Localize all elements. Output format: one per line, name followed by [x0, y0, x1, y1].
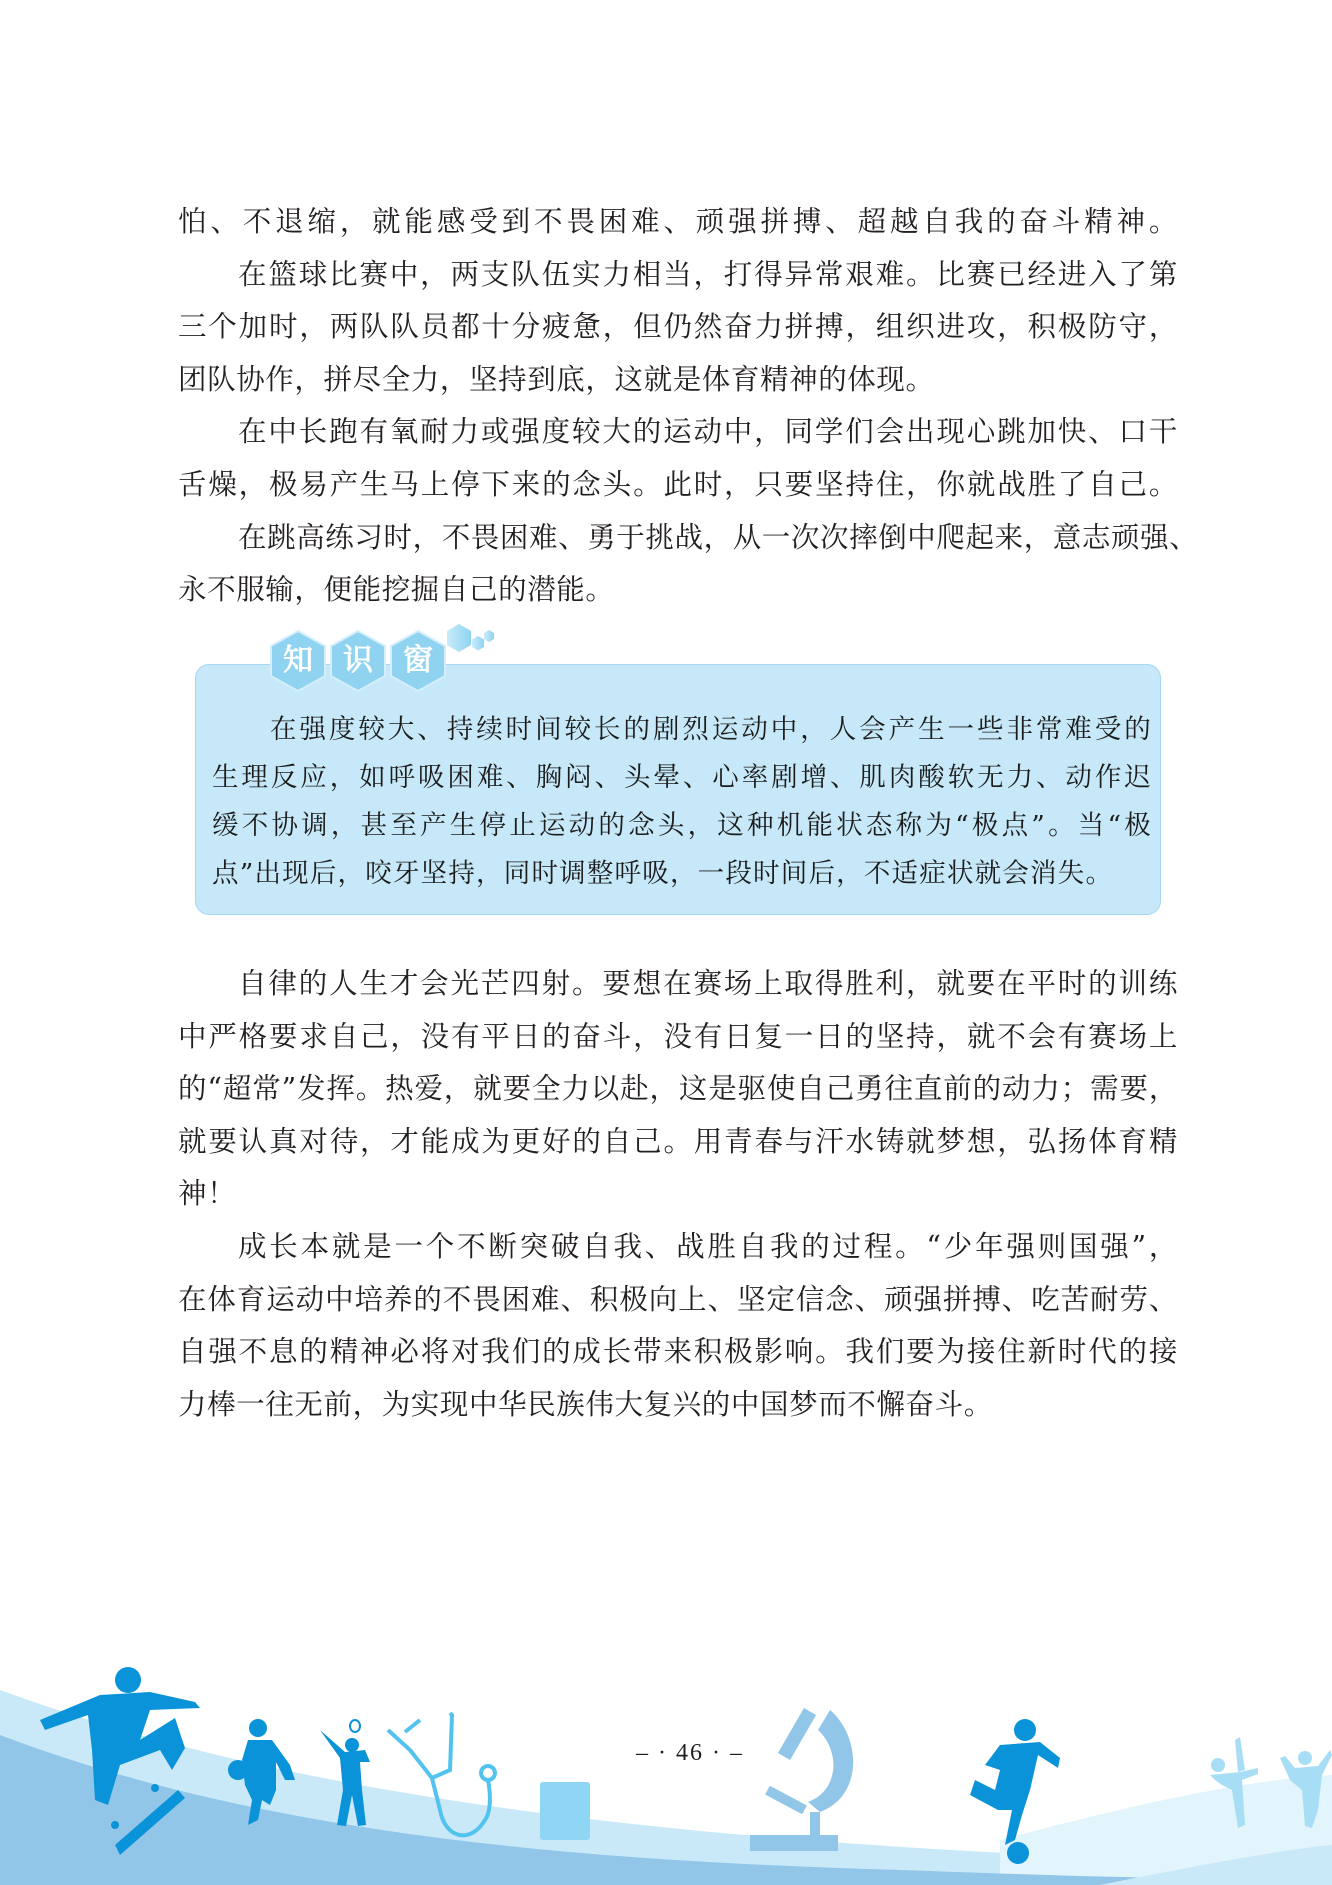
- paragraph-line: 神！: [178, 1177, 237, 1211]
- knowledge-window-title: [270, 622, 510, 694]
- body-text-block-2: [178, 958, 1178, 1431]
- hexagon-badge: 知: [270, 630, 326, 692]
- paragraph-line: 舌燥，极易产生马上停下来的念头。此时，只要坚持住，你就战胜了自己。: [178, 467, 1178, 501]
- knowledge-line: 生理反应，如呼吸困难、胸闷、头晕、心率剧增、肌肉酸软无力、动作迟: [212, 762, 1152, 793]
- paragraph-line: 在体育运动中培养的不畏困难、积极向上、坚定信念、顽强拼搏、吃苦耐劳、: [178, 1282, 1178, 1316]
- paragraph-line: 自强不息的精神必将对我们的成长带来积极影响。我们要为接住新时代的接: [178, 1335, 1178, 1369]
- paragraph-line: 在中长跑有氧耐力或强度较大的运动中，同学们会出现心跳加快、口干: [238, 415, 1178, 449]
- hexagon-badge: 识: [330, 630, 386, 692]
- paragraph-line: 的“超常”发挥。热爱，就要全力以赴，这是驱使自己勇往直前的动力；需要，: [178, 1072, 1178, 1106]
- paragraph-line: 在跳高练习时，不畏困难、勇于挑战，从一次次摔倒中爬起来，意志顽强、: [238, 520, 1199, 554]
- paragraph-line: 团队协作，拼尽全力，坚持到底，这就是体育精神的体现。: [178, 362, 935, 396]
- microscope-icon: [750, 1708, 853, 1851]
- paragraph-line: 三个加时，两队队员都十分疲惫，但仍然奋力拼搏，组织进攻，积极防守，: [178, 310, 1178, 344]
- hexagon-badge: 窗: [390, 630, 446, 692]
- paragraph-line: 力棒一往无前，为实现中华民族伟大复兴的中国梦而不懈奋斗。: [178, 1387, 993, 1421]
- paragraph-line: 怕、不退缩，就能感受到不畏困难、顽强拼搏、超越自我的奋斗精神。: [178, 205, 1178, 238]
- decorative-hexagons-icon: [445, 622, 515, 662]
- paragraph-line: 自律的人生才会光芒四射。要想在赛场上取得胜利，就要在平时的训练: [238, 967, 1178, 1000]
- knowledge-window-text: [212, 706, 1162, 898]
- page-number: – · 46 · –: [636, 1740, 744, 1766]
- knowledge-line: 点”出现后，咬牙坚持，同时调整呼吸，一段时间后，不适症状就会消失。: [212, 858, 1114, 889]
- beaker-icon: [540, 1782, 590, 1840]
- knowledge-line: 在强度较大、持续时间较长的剧烈运动中，人会产生一些非常难受的: [270, 714, 1152, 745]
- paragraph-line: 在篮球比赛中，两支队伍实力相当，打得异常艰难。比赛已经进入了第: [238, 257, 1178, 291]
- paragraph-line: 永不服输，便能挖掘自己的潜能。: [178, 573, 615, 607]
- knowledge-line: 缓不协调，甚至产生停止运动的念头，这种机能状态称为“极点”。当“极: [212, 810, 1152, 841]
- paragraph-line: 成长本就是一个不断突破自我、战胜自我的过程。“少年强则国强”，: [238, 1229, 1178, 1263]
- paragraph-line: 就要认真对待，才能成为更好的自己。用青春与汗水铸就梦想，弘扬体育精: [178, 1124, 1178, 1158]
- paragraph-line: 中严格要求自己，没有平日的奋斗，没有日复一日的坚持，就不会有赛场上: [178, 1019, 1178, 1053]
- body-text-block-1: [178, 196, 1199, 617]
